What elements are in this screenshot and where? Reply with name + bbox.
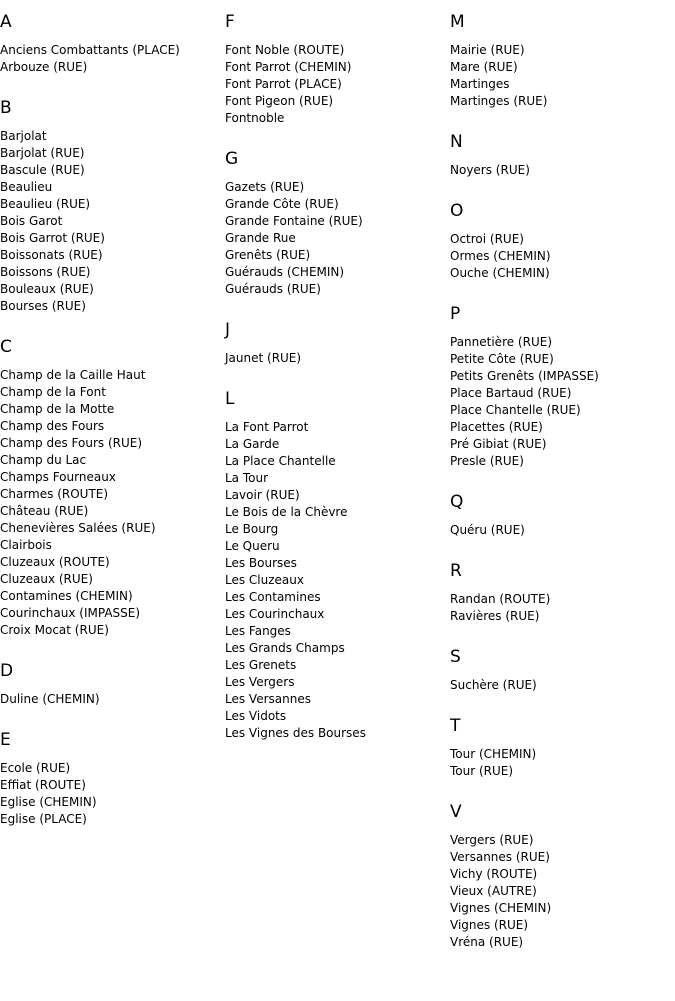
street-link-mare-rue[interactable]: Mare (RUE) [450,60,518,74]
street-link-eglise-chemin[interactable]: Eglise (CHEMIN) [0,795,97,809]
street-link-suchere-rue[interactable]: Suchère (RUE) [450,678,537,692]
street-link-octroi-rue[interactable]: Octroi (RUE) [450,232,524,246]
letter-heading: A [0,12,12,32]
street-link-contamines-chemin[interactable]: Contamines (CHEMIN) [0,589,133,603]
street-link-ouche-chemin[interactable]: Ouche (CHEMIN) [450,266,550,280]
letter-section-j [225,320,450,367]
letter-heading: P [450,304,461,324]
street-link-guerauds-rue[interactable]: Guérauds (RUE) [225,282,321,296]
letter-section-r [450,561,675,625]
street-link-arbouze-rue[interactable]: Arbouze (RUE) [0,60,88,74]
street-link-font-noble-route[interactable]: Font Noble (ROUTE) [225,43,345,57]
letter-heading: L [225,389,235,409]
street-link-la-place-chantelle[interactable]: La Place Chantelle [225,454,336,468]
street-link-petite-cote-rue[interactable]: Petite Côte (RUE) [450,352,554,366]
street-link-le-bourg[interactable]: Le Bourg [225,522,279,536]
letter-heading: F [225,12,235,32]
street-link-versannes-rue[interactable]: Versannes (RUE) [450,850,550,864]
street-link-les-contamines[interactable]: Les Contamines [225,590,321,604]
street-link-grenets-rue[interactable]: Grenêts (RUE) [225,248,311,262]
street-link-font-parrot-place[interactable]: Font Parrot (PLACE) [225,77,342,91]
street-link-randan-route[interactable]: Randan (ROUTE) [450,592,551,606]
street-link-les-vignes-des-bourses[interactable]: Les Vignes des Bourses [225,726,366,740]
street-link-noyers-rue[interactable]: Noyers (RUE) [450,163,530,177]
street-link-lavoir-rue[interactable]: Lavoir (RUE) [225,488,300,502]
street-link-bouleaux-rue[interactable]: Bouleaux (RUE) [0,282,94,296]
street-link-les-cluzeaux[interactable]: Les Cluzeaux [225,573,304,587]
street-link-vergers-rue[interactable]: Vergers (RUE) [450,833,534,847]
street-link-cluzeaux-route[interactable]: Cluzeaux (ROUTE) [0,555,110,569]
street-link-pre-gibiat-rue[interactable]: Pré Gibiat (RUE) [450,437,547,451]
letter-section-p [450,304,675,470]
index-column-2 [225,0,450,764]
letter-heading: O [450,201,464,221]
street-link-ormes-chemin[interactable]: Ormes (CHEMIN) [450,249,551,263]
letter-section-s [450,647,675,694]
street-link-bois-garot[interactable]: Bois Garot [0,214,63,228]
letter-section-g [225,149,450,298]
street-link-ravieres-rue[interactable]: Ravières (RUE) [450,609,540,623]
street-link-vignes-chemin[interactable]: Vignes (CHEMIN) [450,901,552,915]
street-link-place-chantelle-rue[interactable]: Place Chantelle (RUE) [450,403,581,417]
street-link-champ-de-la-motte[interactable]: Champ de la Motte [0,402,115,416]
letter-heading: G [225,149,239,169]
street-link-boissons-rue[interactable]: Boissons (RUE) [0,265,91,279]
letter-heading: Q [450,492,464,512]
street-link-grande-rue[interactable]: Grande Rue [225,231,296,245]
street-link-effiat-route[interactable]: Effiat (ROUTE) [0,778,86,792]
street-link-les-bourses[interactable]: Les Bourses [225,556,297,570]
street-link-vignes-rue[interactable]: Vignes (RUE) [450,918,529,932]
street-link-place-bartaud-rue[interactable]: Place Bartaud (RUE) [450,386,572,400]
letter-heading: D [0,661,14,681]
letter-heading: E [0,730,11,750]
street-link-font-parrot-chemin[interactable]: Font Parrot (CHEMIN) [225,60,352,74]
street-link-gazets-rue[interactable]: Gazets (RUE) [225,180,305,194]
street-link-beaulieu[interactable]: Beaulieu [0,180,53,194]
street-link-bascule-rue[interactable]: Bascule (RUE) [0,163,85,177]
street-link-vieux-autre[interactable]: Vieux (AUTRE) [450,884,537,898]
letter-heading: C [0,337,12,357]
street-link-barjolat-rue[interactable]: Barjolat (RUE) [0,146,85,160]
street-link-tour-chemin[interactable]: Tour (CHEMIN) [450,747,537,761]
letter-section-c [0,337,225,639]
letter-section-l [225,389,450,742]
street-link-cluzeaux-rue[interactable]: Cluzeaux (RUE) [0,572,93,586]
street-link-chateau-rue[interactable]: Château (RUE) [0,504,89,518]
street-link-grande-fontaine-rue[interactable]: Grande Fontaine (RUE) [225,214,363,228]
street-link-la-garde[interactable]: La Garde [225,437,280,451]
letter-section-v [450,802,675,951]
street-link-champ-de-la-caille-haut[interactable]: Champ de la Caille Haut [0,368,146,382]
letter-section-f [225,12,450,127]
street-link-mairie-rue[interactable]: Mairie (RUE) [450,43,525,57]
street-link-martinges[interactable]: Martinges [450,77,510,91]
street-link-champ-des-fours[interactable]: Champ des Fours [0,419,105,433]
street-link-les-courinchaux[interactable]: Les Courinchaux [225,607,325,621]
street-link-martinges-rue[interactable]: Martinges (RUE) [450,94,548,108]
street-link-queru-rue[interactable]: Quéru (RUE) [450,523,525,537]
street-link-chenevieres-salees-rue[interactable]: Chenevières Salées (RUE) [0,521,156,535]
street-link-les-fanges[interactable]: Les Fanges [225,624,291,638]
street-link-jaunet-rue[interactable]: Jaunet (RUE) [225,351,302,365]
letter-heading: M [450,12,465,32]
street-link-vichy-route[interactable]: Vichy (ROUTE) [450,867,538,881]
street-link-anciens-combattants-place[interactable]: Anciens Combattants (PLACE) [0,43,180,57]
letter-section-d [0,661,225,708]
index-column-3 [450,0,675,973]
street-link-croix-mocat-rue[interactable]: Croix Mocat (RUE) [0,623,109,637]
street-link-beaulieu-rue[interactable]: Beaulieu (RUE) [0,197,91,211]
street-link-guerauds-chemin[interactable]: Guérauds (CHEMIN) [225,265,345,279]
street-link-fontnoble[interactable]: Fontnoble [225,111,285,125]
letter-section-m [450,12,675,110]
street-link-eglise-place[interactable]: Eglise (PLACE) [0,812,87,826]
letter-heading: T [450,716,461,736]
letter-section-n [450,132,675,179]
street-link-duline-chemin[interactable]: Duline (CHEMIN) [0,692,100,706]
letter-heading: R [450,561,462,581]
street-link-les-vergers[interactable]: Les Vergers [225,675,295,689]
street-link-bois-garrot-rue[interactable]: Bois Garrot (RUE) [0,231,105,245]
letter-heading: J [225,320,231,340]
letter-section-b [0,98,225,315]
street-link-tour-rue[interactable]: Tour (RUE) [450,764,514,778]
street-link-courinchaux-impasse[interactable]: Courinchaux (IMPASSE) [0,606,141,620]
street-link-boissonats-rue[interactable]: Boissonats (RUE) [0,248,103,262]
street-link-vrena-rue[interactable]: Vréna (RUE) [450,935,524,949]
letter-heading: B [0,98,12,118]
street-link-le-bois-de-la-chevre[interactable]: Le Bois de la Chèvre [225,505,348,519]
index-column-1 [0,0,225,850]
letter-heading: V [450,802,462,822]
street-link-la-tour[interactable]: La Tour [225,471,269,485]
letter-heading: N [450,132,463,152]
street-link-les-versannes[interactable]: Les Versannes [225,692,311,706]
street-link-charmes-route[interactable]: Charmes (ROUTE) [0,487,109,501]
letter-section-o [450,201,675,282]
street-link-grande-cote-rue[interactable]: Grande Côte (RUE) [225,197,339,211]
street-link-champ-des-fours-rue[interactable]: Champ des Fours (RUE) [0,436,143,450]
street-link-ecole-rue[interactable]: Ecole (RUE) [0,761,71,775]
street-link-les-vidots[interactable]: Les Vidots [225,709,287,723]
street-link-font-pigeon-rue[interactable]: Font Pigeon (RUE) [225,94,334,108]
street-link-champs-fourneaux[interactable]: Champs Fourneaux [0,470,116,484]
street-link-barjolat[interactable]: Barjolat [0,129,47,143]
letter-section-t [450,716,675,780]
street-link-les-grenets[interactable]: Les Grenets [225,658,297,672]
street-link-champ-du-lac[interactable]: Champ du Lac [0,453,87,467]
street-link-pannetiere-rue[interactable]: Pannetière (RUE) [450,335,552,349]
street-link-bourses-rue[interactable]: Bourses (RUE) [0,299,86,313]
letter-section-q [450,492,675,539]
street-link-petits-grenets-impasse[interactable]: Petits Grenêts (IMPASSE) [450,369,599,383]
street-link-placettes-rue[interactable]: Placettes (RUE) [450,420,543,434]
street-link-presle-rue[interactable]: Presle (RUE) [450,454,524,468]
letter-section-a [0,12,225,76]
street-link-les-grands-champs[interactable]: Les Grands Champs [225,641,345,655]
street-link-champ-de-la-font[interactable]: Champ de la Font [0,385,106,399]
street-link-clairbois[interactable]: Clairbois [0,538,52,552]
street-link-la-font-parrot[interactable]: La Font Parrot [225,420,309,434]
letter-section-e [0,730,225,828]
letter-heading: S [450,647,461,667]
street-link-le-queru[interactable]: Le Queru [225,539,280,553]
